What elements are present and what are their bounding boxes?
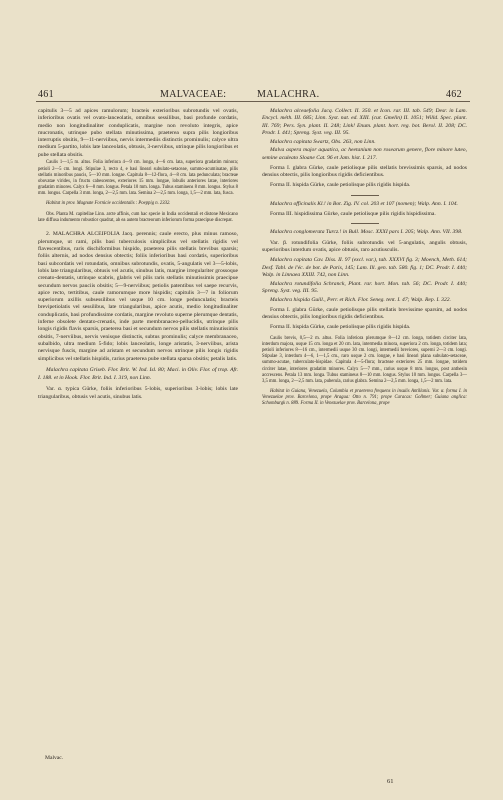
- variety-paragraph: Var. α. typica Gürke, foliis inferioribus 5-lobis, superioribus 3-lobis; lobis late triangularibus, obtusis vel acutis, sinubus latis.: [38, 386, 238, 400]
- measurements-paragraph: Caulis brevis, 0,5—2 m. altus. Folia inferiora plerumque 8—12 cm. longa, totidem circiter lata, interdum majora, usque 15 cm. longa et 20 cm. lata, intermedia minora, superiora 2 cm. longa, totidem lata; petioli inferiores 8—16 cm., intermedii usque 30 cm. longi, intermedii breviores, superni 2—3 cm. longi. Stipulae 3, interdum 4—6, 1—1,5 cm., raro usque 2 cm. longae, e basi lineari plana subulato-setaceae, summo-acutae, tuberculato-hispidae. Capitula 4—5-flora; bracteae exteriores 25 mm. longae, totidem circiter latae, interiores gradatim minores. Calyx 5—7 mm., rarius usque 8 mm. longus, post anthesin accrescens. Petala 13 mm. longa. Tubus stamineus 8—10 mm. longus. Stylus 10 mm. longus. Carpella 3—3,5 mm. longa, 2—2,5 mm. lata, puberula, rarius glabra. Semina 2—2,5 mm. longa, 1,5—2 mm. lata.: [262, 336, 467, 384]
- sheet-number: 61: [387, 778, 394, 785]
- forma-paragraph: Forma I. glabra Gürke, caule petiolisque pilis stellatis brevissimis sparsis, ad nodos densius obtectis, pilis longioribus rigidis deficientibus.: [262, 164, 467, 179]
- page-number-left: 461: [38, 89, 54, 100]
- synonym-paragraph: Malachra capitata Swartz, Obs. 263, non Linn.: [270, 138, 376, 145]
- forma-paragraph: Forma II. hispida Gürke, caule petiolisque pilis rigidis hispida.: [270, 324, 411, 331]
- observation-paragraph: Obs. Planta M. capitellae Linn. arcte affinis, cum hac specie in India occidentali et distone Mexicano late diffusa indumento robustior quadrat, ab ea autem bracteorum inferiorum forma praecipue discrepat.: [38, 211, 238, 223]
- synonym-paragraph: Malva aspera major aquatica, ac heetanium non rosearum genere, flore minore luteo, semine aculeato Sloane Cat. 96 et Jam. hist. I. 217.: [262, 147, 467, 161]
- synonym-paragraph: Malachra conglomerata Turcz.! in Bull. Mosc. XXXI pars I. 205; Walp. Ann. VII. 398.: [270, 229, 463, 236]
- section-divider: [351, 195, 379, 196]
- forma-paragraph: Forma II. hispida Gürke, caule petiolisque pilis rigidis hispida.: [270, 182, 411, 189]
- header-rule: [36, 101, 470, 102]
- forma-paragraph: Forma I. glabra Gürke, caule petiolisque pilis stellatis brevissime sparsim, ad nodos densius obtectis, pilis longioribus rigidis deficientibus.: [262, 306, 467, 321]
- description-paragraph: capitulis 3—5 ad apices ramulorum; bracteis exterioribus subrotundis vel ovatis, inferioribus ovatis vel ovato-lanceolatis, omnibus sessilibus, basi profunde cordatis, medio non longitudinaliter conduplicatis, margine non revoluto integris, apice mucronatis, utrinque pubo stellata minutissima, praeterea supra pilis longioribus interruptis obsitis, 9—11-nerviibus, nervis intermediis distinctis prominulis; calyce ultra medium 5-partito, lobis late lanceolatis, obtusis, 3-nerviibus, utrinque pilis longioribus et pube stellata obsitis.: [38, 108, 238, 158]
- measurements-paragraph: Caulis 1—1,5 m. altus. Folia inferiora 4—9 cm. longa, 4—6 cm. lata, superiora gradatim minora; petioli 2—5 cm. longi. Stipulae 3, recto 4, e basi lineari subulato-setaceae, summo-acuminatae, pilis stellatis minoribus paucis, 5—10 mm. longae. Capitula 8—12-flora, 4—8 cm. lata pedunculata; bracteae obovatae virides, in fructu cabescentes, exteriores 15 mm. longae, lobulis anteriores latae, interiores gradatim minores. Calyx 6—8 mm. longus. Petala 10 mm. longa. Tubus staminens 8 mm. longus. Stylus 8 mm. longus. Carpella 3 mm. longa, 2—2,5 mm. lata. Semina 2—2,5 mm. longa, 1,5—2 mm. lata, fusca.: [38, 160, 238, 196]
- forma-paragraph: Forma III. hispidissima Gürke, caule petiolisque pilis rigidis hispidissima.: [270, 211, 436, 218]
- synonym-paragraph: Malachra capitata Cav. Diss. II. 97 (excl. var.), tab. XXXVI fig. 3; Moench, Meth. 614; Desf. Tabl. de l'éc. de bot. de Paris, 145; Lam. Ill. gen. tab. 580. fig. 1; DC. Prodr. I. 440; Walp. in Linnaea XXIII. 742, non Linn.: [262, 257, 467, 278]
- habitat-paragraph: Habitat in prov. Magnate Fornicie occidentalis : Poeppig n. 2332.: [46, 201, 171, 207]
- running-title-left: MALVACEAE:: [160, 89, 227, 100]
- running-title-right: MALACHRA.: [257, 89, 320, 100]
- habitat-paragraph: Habitat in Guiana, Venezuela, Columbia et praeterea frequens in insulis Antillanis. Var. α. forma I. in Venezuelae prov. Barcelona, prope Aragua: Otto n. 791; prope Caracas: Gollmer; Guiana anglica: Schomburgk n. 889. Forma II. in Venezuelae prov. Barcelona, prope: [262, 389, 467, 407]
- variety-paragraph: Var. β. rotundifolia Gürke, foliis subrotundis vel 5-angulatis, angulis obtusis, superioribus interdum ovatis, apice obtusis, raro acutiusculis.: [262, 239, 467, 253]
- synonym-paragraph: Malachra alceaefolia Jacq. Collect. II. 350. et Icon. rar. III. tab. 549; Desr. in Lam. Encycl. méth. III. 685; Linn. Syst. nat. ed. XIII. (cur. Gmelin) II. 1051; Willd. Spec. plant. III. 769; Pers. Syn. plant. II. 248; Link! Enum. plant. hort. reg. bot. Berol. II. 208; DC. Prodr. I. 441; Spreng. Syst. veg. III. 95.: [262, 108, 467, 136]
- species-heading-paragraph: 2. MALACHRA ALCEIFOLIA Jacq. perennis; caule erecto, plus minus ramoso, plerumque, ut rami, pilis basi tuberculosis simplicibus vel stellatis rigidis vel flavescentibus, raris dischiformibus hispido, praeterea pilis stellatis brevibus sparsis; foliis alternis, ad nodos densius obtectis; foliis inferioribus basi cordatis, superioribus basi subcordatis vel rotundatis, omnibus subrotundis, ovatis, 5-angulatis vel 3—5-lobis, lobis late triangularibus, obtusis vel acutis, sinubus latis, margine irregulariter grossoque crenato-dentatis, utrinque scabris, glabris vel pilis raris stellatis minutissimis praecipue secundum nervos pauciis obsitis; 5—9-nerviibus; petiolis patentibus vel saepe recurvis, apice recto, tertitibus, caule ramorumque more hispidis; capitulis 3—7 in foliorum superiorum axillis subsessilibus vel usque 10 cm. longe pedunculatis; bracteis brevipetiolatis vel sessilibus, late triangularibus, apice acutis, medio longitudinaliter conduplicatis, basi profundissime cordatis, margine revoluto superne plerumque dentatis, inferne obsolete dentato-crenatis, inde parte membranaceo-pellucidis, utrinque pilis longis rigidis flavis sparsis, praeterea basi et secundum nervos pilis stellatis minutissimis obsitis, 7-nerviibus, nervis venisque distinctis, subtus prominulis; calyce membranaceo, subalbido, ultra medium 5-fido; lobis lanceolatis, longe aristatis, 3-nerviibus, arista nervisque fuscis, margine ad aristam et secundum nervos utrinque pilis longis rigidis simplicibus vel stellatis hispidis, rarius praeterea pube stellata sparsa obsitis; petalis latis.: [38, 231, 238, 362]
- synonym-paragraph: Malachra hispida Guill., Perr. et Rich. Flor. Seneg. tent. I. 47; Walp. Rep. I. 322.: [270, 296, 451, 303]
- section-divider: [351, 223, 379, 224]
- signature-mark: Malvac.: [45, 755, 64, 761]
- synonym-paragraph: Malachra officinalis Kl.! in Bot. Zig. IV. col. 203 et 107 (nomen); Walp. Ann. I. 104.: [270, 200, 458, 207]
- synonym-paragraph: Malachra capitata Griseb. Flor. Brit. W. Ind. Isl. 80; Maci. in Oliv. Flor. of trop. Afr. I. 188. et in Hook. Flor. Brit. Ind. I. 319, non Linn.: [38, 367, 238, 381]
- right-column: [262, 108, 467, 409]
- synonym-paragraph: Malachra rotundifolia Schranck, Plant. rar. hort. Mon. tab. 56; DC. Prodr. I. 440; Spreng. Syst. veg. III. 95.: [262, 280, 467, 294]
- left-column: [38, 108, 238, 402]
- page-number-right: 462: [446, 89, 462, 100]
